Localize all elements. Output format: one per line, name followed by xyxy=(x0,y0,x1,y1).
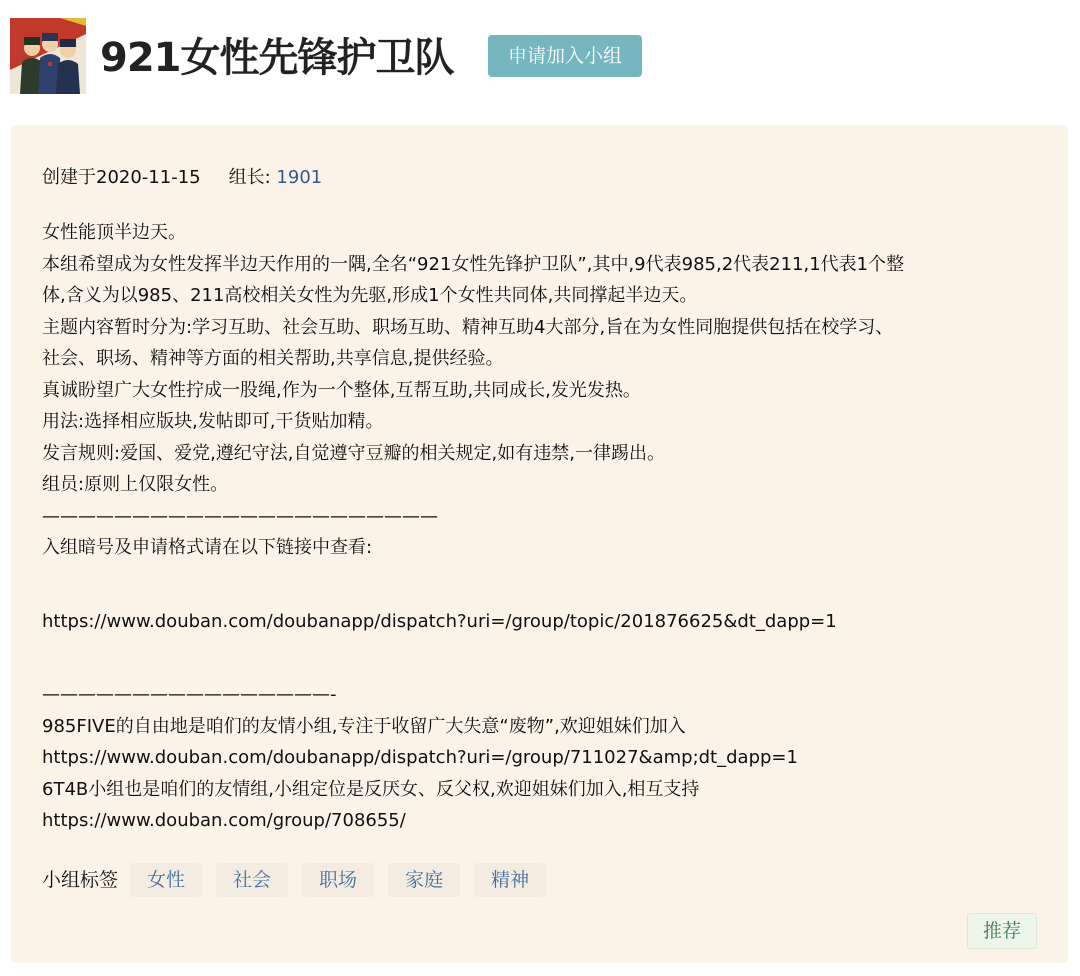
owner-link[interactable]: 1901 xyxy=(276,167,323,188)
divider-line: ————————————————- xyxy=(42,684,337,705)
group-meta xyxy=(42,165,322,191)
intro-line: 6T4B小组也是咱们的友情组,小组定位是反厌女、反父权,欢迎姐妹们加入,相互支持 xyxy=(42,778,700,800)
created-date: 创建于2020-11-15 xyxy=(42,167,201,188)
group-avatar[interactable] xyxy=(10,18,86,94)
tag-society[interactable]: 社会 xyxy=(216,863,288,897)
intro-line: 真诚盼望广大女性拧成一股绳,作为一个整体,互帮互助,共同成长,发光发热。 xyxy=(42,379,641,401)
blank-line xyxy=(42,564,1042,606)
intro-line: 用法:选择相应版块,发帖即可,干货贴加精。 xyxy=(42,411,384,432)
intro-line: 社会、职场、精神等方面的相关帮助,共享信息,提供经验。 xyxy=(42,348,504,369)
recommend-button[interactable]: 推荐 xyxy=(967,913,1037,949)
intro-line: 985FIVE的自由地是咱们的友情小组,专注于收留广大失意“废物”,欢迎姐妹们加入 xyxy=(42,715,686,737)
intro-line: 主题内容暂时分为:学习互助、社会互助、职场互助、精神互助4大部分,旨在为女性同胞提供包括在校学习、 xyxy=(42,316,894,338)
intro-line: 组员:原则上仅限女性。 xyxy=(42,474,229,495)
owner-label: 组长: xyxy=(228,167,271,188)
tag-workplace[interactable]: 职场 xyxy=(302,863,374,897)
group-header xyxy=(0,0,1080,110)
intro-line: 女性能顶半边天。 xyxy=(42,222,186,243)
intro-line: 入组暗号及申请格式请在以下链接中查看: xyxy=(42,537,373,558)
tags-label: 小组标签 xyxy=(42,869,119,891)
group-info-panel xyxy=(11,125,1068,963)
group-intro xyxy=(42,217,1042,837)
tag-spirit[interactable]: 精神 xyxy=(474,863,546,897)
intro-line: 发言规则:爱国、爱党,遵纪守法,自觉遵守豆瓣的相关规定,如有违禁,一律踢出。 xyxy=(42,442,665,464)
join-group-button[interactable]: 申请加入小组 xyxy=(488,35,642,77)
intro-line: 体,含义为以985、211高校相关女性为先驱,形成1个女性共同体,共同撑起半边天。 xyxy=(42,285,698,306)
intro-url: https://www.douban.com/doubanapp/dispatch?uri=/group/711027&amp;dt_dapp=1 xyxy=(42,747,798,768)
tag-family[interactable]: 家庭 xyxy=(388,863,460,897)
group-title: 921女性先锋护卫队 xyxy=(100,35,454,81)
intro-url: https://www.douban.com/doubanapp/dispatch?uri=/group/topic/201876625&dt_dapp=1 xyxy=(42,610,837,632)
intro-line: 本组希望成为女性发挥半边天作用的一隅,全名“921女性先锋护卫队”,其中,9代表985,2代表211,1代表1个整 xyxy=(42,253,905,275)
blank-line xyxy=(42,637,1042,679)
divider-line: —————————————————————— xyxy=(42,505,438,527)
group-tags xyxy=(42,863,560,897)
intro-url: https://www.douban.com/group/708655/ xyxy=(42,810,406,831)
tag-female[interactable]: 女性 xyxy=(130,863,202,897)
